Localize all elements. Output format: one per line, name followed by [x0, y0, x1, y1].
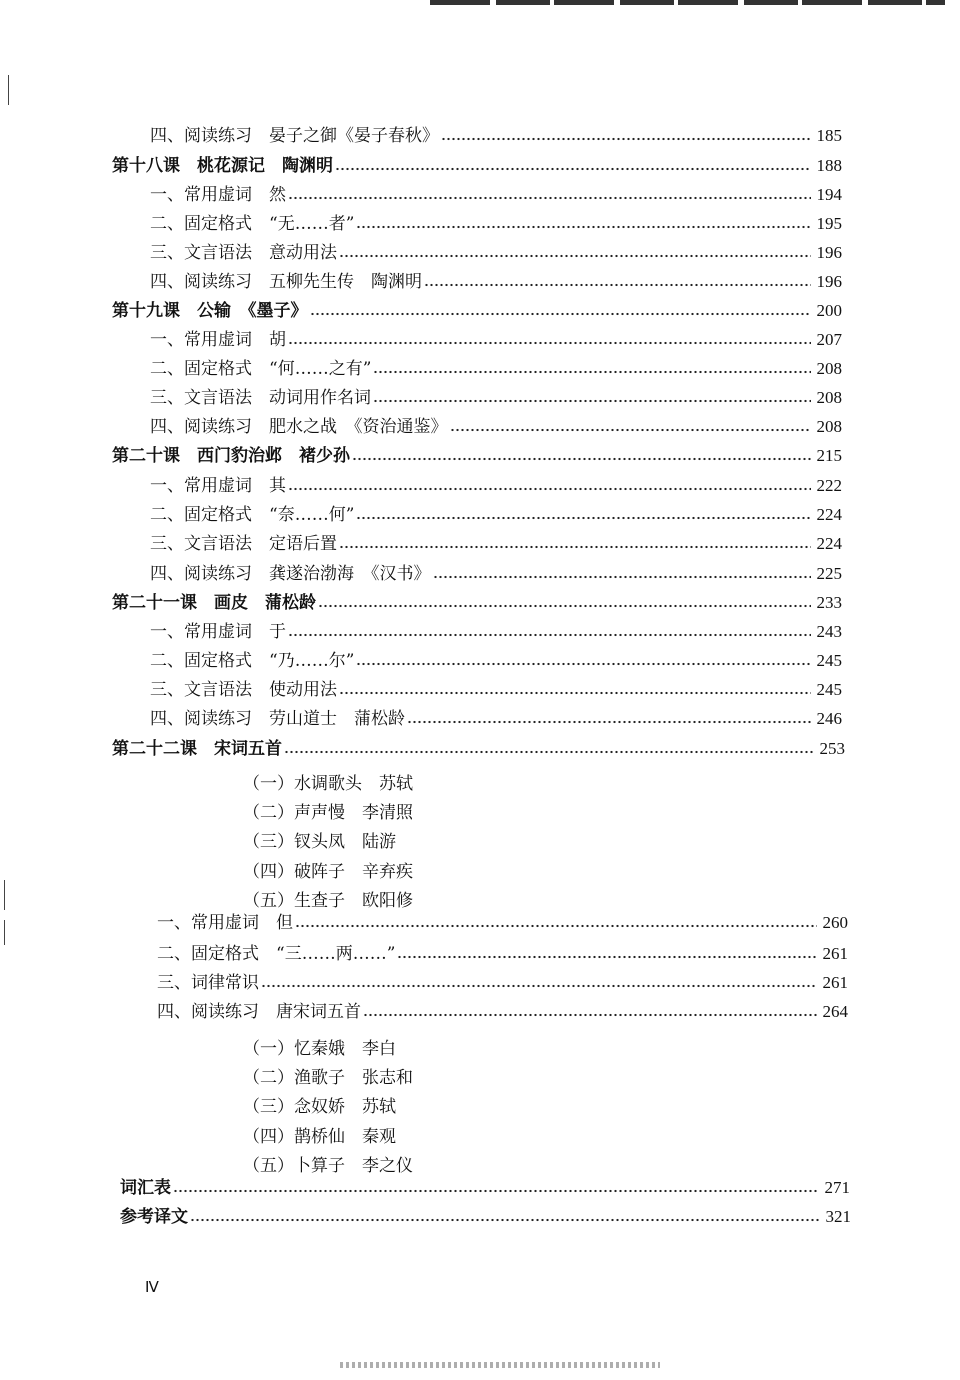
page-number: 260 — [822, 913, 848, 932]
entry-title: （五）卜算子 李之仪 — [243, 1156, 413, 1176]
toc-section-entry — [150, 561, 842, 585]
dot-leader — [363, 1013, 817, 1017]
toc-section-entry — [150, 269, 842, 293]
entry-title: 参考译文 — [120, 1207, 188, 1227]
page-number: 264 — [822, 1002, 848, 1021]
dot-leader — [318, 604, 811, 608]
entry-title: 二、固定格式 “奈……何” — [150, 505, 355, 525]
entry-title: 四、阅读练习 晏子之御《晏子春秋》 — [150, 126, 439, 146]
page-number: 196 — [816, 243, 842, 262]
toc-poem-entry — [243, 888, 413, 912]
toc-chapter-entry — [112, 443, 842, 467]
toc-chapter-entry — [112, 153, 842, 177]
entry-title: （三）念奴娇 苏轼 — [243, 1097, 396, 1117]
toc-section-entry — [150, 677, 842, 701]
entry-title: （二）声声慢 李清照 — [243, 803, 413, 823]
page-number: 200 — [816, 301, 842, 320]
page-number: 261 — [822, 944, 848, 963]
entry-title: 四、阅读练习 龚遂治渤海 《汉书》 — [150, 564, 431, 584]
dot-leader — [288, 341, 811, 345]
page-number: 245 — [816, 651, 842, 670]
dot-leader — [352, 457, 811, 461]
entry-title: （一）水调歌头 苏轼 — [243, 774, 413, 794]
entry-title: （一）忆秦娥 李白 — [243, 1039, 396, 1059]
toc-section-entry — [150, 385, 842, 409]
entry-title: 第十九课 公输 《墨子》 — [112, 301, 308, 321]
toc-section-entry — [150, 123, 842, 147]
entry-title: 四、阅读练习 劳山道士 蒲松龄 — [150, 709, 405, 729]
toc-section-entry — [150, 706, 842, 730]
page-number: 243 — [816, 622, 842, 641]
toc-section-entry — [150, 531, 842, 555]
entry-title: （三）钗头凤 陆游 — [243, 832, 396, 852]
toc-section-entry — [150, 619, 842, 643]
toc-section-entry — [150, 648, 842, 672]
dot-leader — [373, 370, 810, 374]
toc-section-entry — [157, 941, 848, 965]
dot-leader — [356, 516, 810, 520]
entry-title: 三、文言语法 定语后置 — [150, 534, 337, 554]
entry-title: 三、文言语法 使动用法 — [150, 680, 337, 700]
toc-section-entry — [157, 999, 848, 1023]
page-number: 208 — [816, 359, 842, 378]
page-number: 253 — [819, 739, 845, 758]
dot-leader — [356, 225, 810, 229]
entry-title: 三、文言语法 动词用作名词 — [150, 388, 371, 408]
dot-leader — [288, 196, 811, 200]
dot-leader — [310, 312, 811, 316]
page-number: 195 — [816, 214, 842, 233]
toc-poem-entry — [243, 1153, 413, 1177]
page-number: 185 — [816, 126, 842, 145]
toc-chapter-entry — [112, 298, 842, 322]
toc-chapter-entry — [120, 1175, 850, 1199]
entry-title: 第二十课 西门豹治邺 褚少孙 — [112, 446, 350, 466]
entry-title: 四、阅读练习 唐宋词五首 — [157, 1002, 361, 1022]
entry-title: 四、阅读练习 五柳先生传 陶渊明 — [150, 272, 422, 292]
page-number: 224 — [816, 505, 842, 524]
dot-leader — [397, 955, 816, 959]
dot-leader — [173, 1189, 819, 1193]
scan-left-mark — [4, 880, 5, 910]
toc-section-entry — [157, 910, 848, 934]
page-number: 246 — [816, 709, 842, 728]
page-number: 207 — [816, 330, 842, 349]
page-number: 225 — [816, 564, 842, 583]
entry-title: 一、常用虚词 其 — [150, 476, 286, 496]
dot-leader — [441, 137, 811, 141]
page-number: 261 — [822, 973, 848, 992]
dot-leader — [295, 924, 817, 928]
page-number: 208 — [816, 417, 842, 436]
toc-poem-entry — [243, 829, 396, 853]
scan-top-edge — [430, 0, 945, 5]
dot-leader — [339, 545, 811, 549]
dot-leader — [339, 254, 811, 258]
entry-title: 四、阅读练习 肥水之战 《资治通鉴》 — [150, 417, 448, 437]
dot-leader — [284, 750, 814, 754]
page-number: 208 — [816, 388, 842, 407]
dot-leader — [424, 283, 811, 287]
page-number: 224 — [816, 534, 842, 553]
toc-section-entry — [150, 211, 842, 235]
toc-section-entry — [150, 502, 842, 526]
toc-chapter-entry — [120, 1204, 851, 1228]
entry-title: 二、固定格式 “何……之有” — [150, 359, 372, 379]
toc-section-entry — [150, 356, 842, 380]
entry-title: 词汇表 — [120, 1178, 171, 1198]
toc-poem-entry — [243, 800, 413, 824]
scan-bottom-edge — [340, 1362, 660, 1368]
entry-title: 二、固定格式 “三……两……” — [157, 944, 396, 964]
dot-leader — [450, 428, 811, 432]
dot-leader — [373, 399, 811, 403]
entry-title: 三、文言语法 意动用法 — [150, 243, 337, 263]
toc-poem-entry — [243, 1124, 396, 1148]
toc-section-entry — [150, 473, 842, 497]
toc-poem-entry — [243, 1094, 396, 1118]
toc-poem-entry — [243, 1065, 413, 1089]
toc-poem-entry — [243, 859, 413, 883]
page-number: 222 — [816, 476, 842, 495]
dot-leader — [335, 167, 811, 171]
dot-leader — [288, 633, 811, 637]
entry-title: 二、固定格式 “无……者” — [150, 214, 355, 234]
scan-left-mark — [8, 75, 9, 105]
page-number: 188 — [816, 156, 842, 175]
dot-leader — [261, 984, 817, 988]
dot-leader — [190, 1218, 820, 1222]
entry-title: （四）破阵子 辛弃疾 — [243, 862, 413, 882]
page-number: 245 — [816, 680, 842, 699]
entry-title: 一、常用虚词 然 — [150, 185, 286, 205]
entry-title: （五）生查子 欧阳修 — [243, 891, 413, 911]
entry-title: （二）渔歌子 张志和 — [243, 1068, 413, 1088]
entry-title: 一、常用虚词 但 — [157, 913, 293, 933]
page-number: 271 — [824, 1178, 850, 1197]
page-number: 196 — [816, 272, 842, 291]
entry-title: （四）鹊桥仙 秦观 — [243, 1127, 396, 1147]
page-number: 194 — [816, 185, 842, 204]
toc-chapter-entry — [112, 590, 842, 614]
dot-leader — [356, 662, 810, 666]
toc-chapter-entry — [112, 736, 845, 760]
entry-title: 一、常用虚词 于 — [150, 622, 286, 642]
dot-leader — [433, 575, 811, 579]
page-folio: Ⅳ — [145, 1280, 159, 1296]
page-number: 321 — [825, 1207, 851, 1226]
entry-title: 第十八课 桃花源记 陶渊明 — [112, 156, 333, 176]
entry-title: 三、词律常识 — [157, 973, 259, 993]
toc-section-entry — [150, 240, 842, 264]
scan-left-mark — [4, 920, 5, 945]
toc-section-entry — [150, 414, 842, 438]
entry-title: 二、固定格式 “乃……尔” — [150, 651, 355, 671]
page-number: 215 — [816, 446, 842, 465]
dot-leader — [407, 720, 811, 724]
toc-section-entry — [150, 327, 842, 351]
toc-section-entry — [157, 970, 848, 994]
entry-title: 第二十一课 画皮 蒲松龄 — [112, 593, 316, 613]
page-number: 233 — [816, 593, 842, 612]
dot-leader — [288, 487, 811, 491]
entry-title: 第二十二课 宋词五首 — [112, 739, 282, 759]
dot-leader — [339, 691, 811, 695]
toc-poem-entry — [243, 771, 413, 795]
toc-poem-entry — [243, 1036, 396, 1060]
toc-section-entry — [150, 182, 842, 206]
entry-title: 一、常用虚词 胡 — [150, 330, 286, 350]
